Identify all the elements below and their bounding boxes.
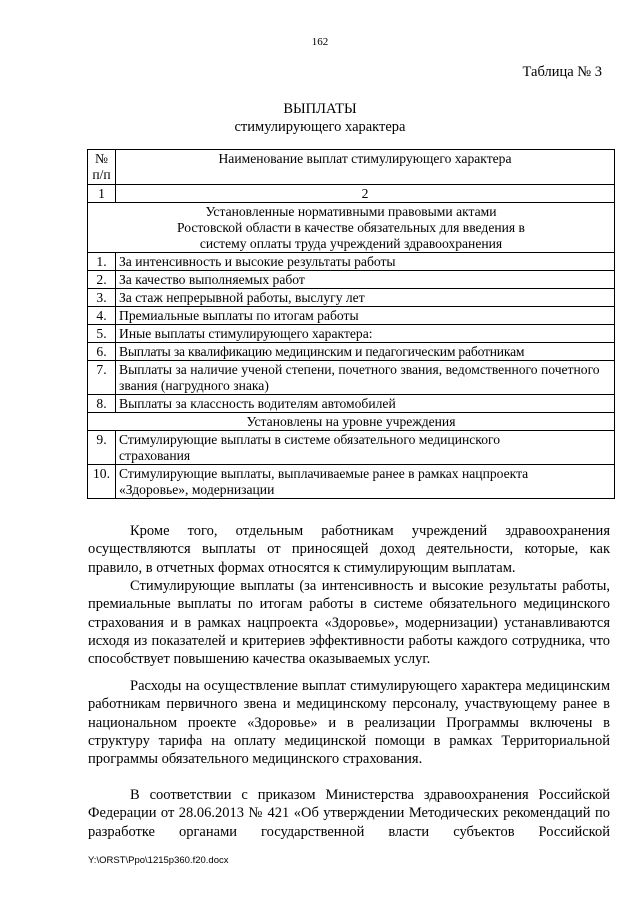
paragraph-order: В соответствии с приказом Министерства здравоохранения Российской Федерации от 28.06.2013 № 421 «Об утверждении Методических рекомендаций по разработке органами государственной власти субъектов Российской <box>88 787 610 840</box>
row-name: Выплаты за наличие ученой степени, почетного звания, ведомственного почетного звания (нагрудного знака) <box>116 361 615 395</box>
payments-table <box>87 149 615 499</box>
table-row <box>88 395 615 413</box>
row-name: За стаж непрерывной работы, выслугу лет <box>116 289 615 307</box>
row-num: 3. <box>88 289 116 307</box>
page-number: 162 <box>311 36 329 48</box>
table-row <box>88 271 615 289</box>
row-num: 7. <box>88 361 116 395</box>
row-name: За интенсивность и высокие результаты работы <box>116 253 615 271</box>
table-row <box>88 465 615 499</box>
table-row <box>88 343 615 361</box>
header-name: Наименование выплат стимулирующего характера <box>116 150 615 185</box>
paragraph-incentive: Стимулирующие выплаты (за интенсивность и высокие результаты работы, премиальные выплаты по итогам работы в системе обязательного медицинского страхования и в рамках нацпроекта «Здоровье», модернизации) устанавливаются исходя из показателей и критериев эффективности работы каждого сотрудника, что способствует повышению качества оказываемых услуг. <box>88 578 610 668</box>
col-index-1: 1 <box>88 185 116 203</box>
paragraph-income: Кроме того, отдельным работникам учреждений здравоохранения осуществляются выплаты от приносящей доход деятельности, которые, как правило, в отчетных формах относятся к стимулирующим выплатам. <box>88 523 610 576</box>
section-row <box>88 413 615 431</box>
table-label: Таблица № 3 <box>522 64 602 80</box>
row-name: Стимулирующие выплаты, выплачиваемые ранее в рамках нацпроекта «Здоровье», модернизации <box>116 465 615 499</box>
row-num: 2. <box>88 271 116 289</box>
row-name: Стимулирующие выплаты в системе обязательного медицинского страхования <box>116 431 615 465</box>
document-title: ВЫПЛАТЫ <box>283 101 357 117</box>
row-num: 1. <box>88 253 116 271</box>
row-num: 9. <box>88 431 116 465</box>
table-row <box>88 289 615 307</box>
section-regional: Установленные нормативными правовыми актами Ростовской области в качестве обязательных для введения в систему оплаты труда учреждений здравоохранения <box>88 203 615 253</box>
row-num: 5. <box>88 325 116 343</box>
row-name: Премиальные выплаты по итогам работы <box>116 307 615 325</box>
row-name: Выплаты за классность водителям автомобилей <box>116 395 615 413</box>
row-name: За качество выполняемых работ <box>116 271 615 289</box>
row-num: 6. <box>88 343 116 361</box>
col-index-2: 2 <box>116 185 615 203</box>
table-row <box>88 431 615 465</box>
table-row <box>88 361 615 395</box>
section-institution: Установлены на уровне учреждения <box>88 413 615 431</box>
table-row <box>88 325 615 343</box>
table-row <box>88 253 615 271</box>
row-num: 4. <box>88 307 116 325</box>
section-row <box>88 203 615 253</box>
row-num: 10. <box>88 465 116 499</box>
row-num: 8. <box>88 395 116 413</box>
paragraph-expenses: Расходы на осуществление выплат стимулирующего характера медицинским работникам первичного звена и медицинскому персоналу, участвующему ранее в национальном проекте «Здоровье» и в реализации Программы включены в структуру тарифа на оплату медицинской помощи в рамках Территориальной программы обязательного медицинского страхования. <box>88 678 610 768</box>
table-row <box>88 307 615 325</box>
table-index-row <box>88 185 615 203</box>
row-name: Иные выплаты стимулирующего характера: <box>116 325 615 343</box>
document-subtitle: стимулирующего характера <box>234 119 406 135</box>
header-num: № п/п <box>88 150 116 185</box>
file-path-footer: Y:\ORST\Ppo\1215p360.f20.docx <box>88 855 229 866</box>
row-name: Выплаты за квалификацию медицинским и педагогическим работникам <box>116 343 615 361</box>
table-header-row <box>88 150 615 185</box>
